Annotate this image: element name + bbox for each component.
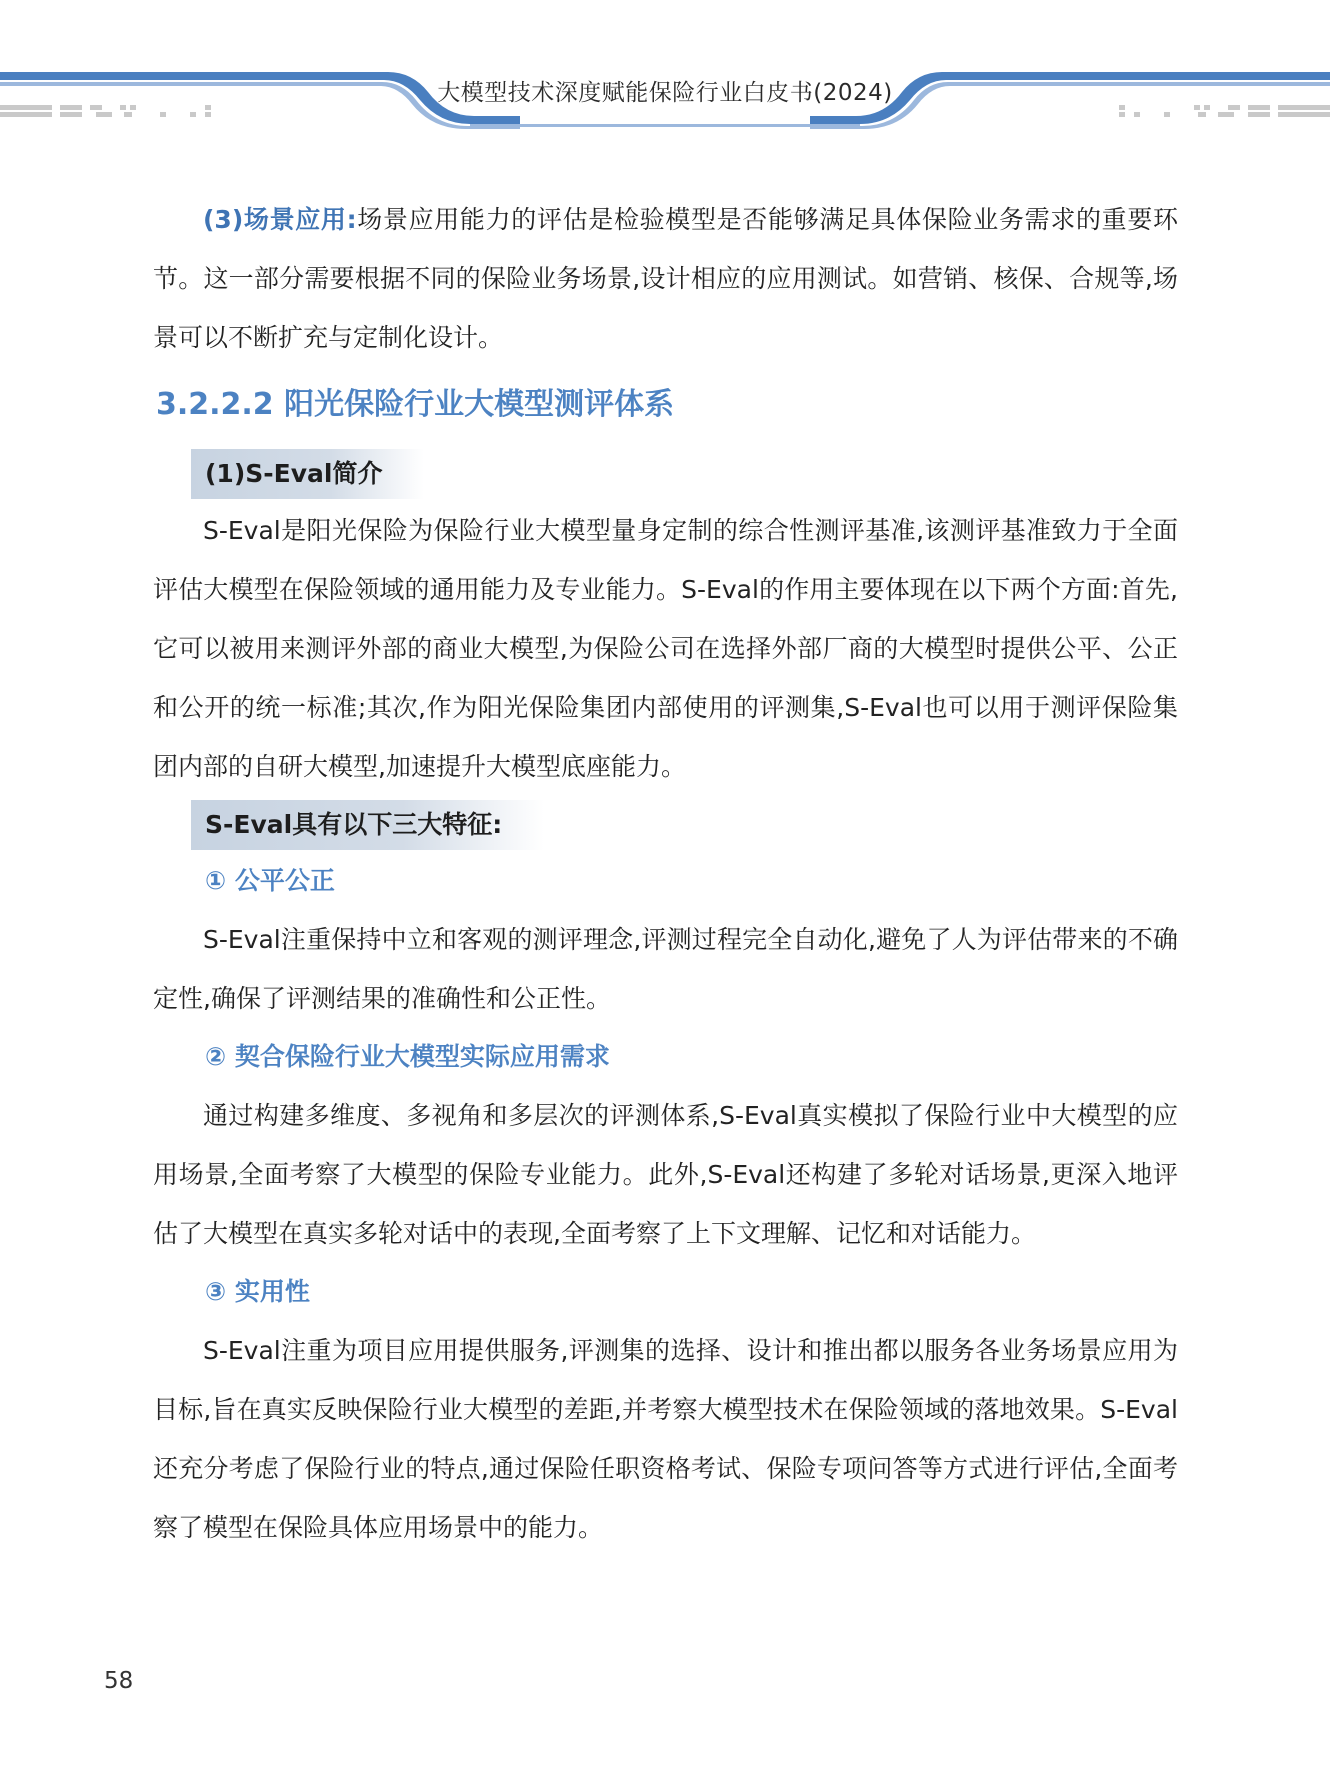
paragraph-practical-needs: 通过构建多维度、多视角和多层次的评测体系,S-Eval真实模拟了保险行业中大模型的应用场景,全面考察了大模型的保险专业能力。此外,S-Eval还构建了多轮对话场景,更深入地评估了大模型在真实多轮对话中的表现,全面考察了上下文理解、记忆和对话能力。 (153, 1101, 1178, 1248)
feature-title-fairness: ① 公平公正 (205, 866, 335, 895)
paragraph-seval-intro: S-Eval是阳光保险为保险行业大模型量身定制的综合性测评基准,该测评基准致力于全面评估大模型在保险领域的通用能力及专业能力。S-Eval的作用主要体现在以下两个方面:首先,它可以被用来测评外部的商业大模型,为保险公司在选择外部厂商的大模型时提供公平、公正和公开的统一标准;其次,作为阳光保险集团内部使用的评测集,S-Eval也可以用于测评保险集团内部的自研大模型,加速提升大模型底座能力。 (153, 516, 1178, 781)
paragraph-lead: (3)场景应用: (203, 205, 357, 234)
band-heading-seval-intro: (1)S-Eval简介 (191, 449, 424, 499)
paragraph-scenario-application (153, 190, 1178, 367)
page-number: 58 (104, 1668, 134, 1694)
paragraph-text: 场景应用能力的评估是检验模型是否能够满足具体保险业务需求的重要环节。这一部分需要根据不同的保险业务场景,设计相应的应用测试。如营销、核保、合规等,场景可以不断扩充与定制化设计。 (153, 205, 1178, 352)
page-header (0, 0, 1330, 140)
page-content (153, 190, 1178, 1557)
feature-title-practical-needs: ② 契合保险行业大模型实际应用需求 (205, 1042, 610, 1071)
band-heading-features: S-Eval具有以下三大特征: (191, 800, 544, 850)
header-banner-graphic (0, 0, 1330, 140)
section-heading: 3.2.2.2 阳光保险行业大模型测评体系 (156, 387, 675, 422)
header-title: 大模型技术深度赋能保险行业白皮书(2024) (437, 80, 893, 106)
paragraph-practicality: S-Eval注重为项目应用提供服务,评测集的选择、设计和推出都以服务各业务场景应用为目标,旨在真实反映保险行业大模型的差距,并考察大模型技术在保险领域的落地效果。S-Eval还充分考虑了保险行业的特点,通过保险任职资格考试、保险专项问答等方式进行评估,全面考察了模型在保险具体应用场景中的能力。 (153, 1336, 1178, 1542)
paragraph-fairness: S-Eval注重保持中立和客观的测评理念,评测过程完全自动化,避免了人为评估带来的不确定性,确保了评测结果的准确性和公正性。 (153, 925, 1178, 1013)
feature-title-practicality: ③ 实用性 (205, 1277, 310, 1306)
